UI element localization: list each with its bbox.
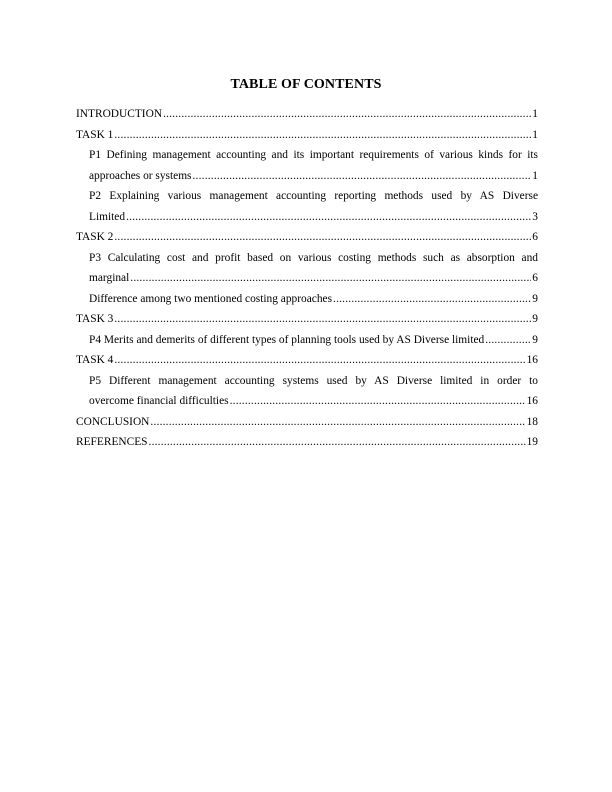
toc-entry-task-1[interactable] [76,125,538,146]
toc-entry-introduction[interactable] [76,104,538,125]
toc-entry-references[interactable] [76,432,538,453]
toc-leader-dots [126,207,531,228]
toc-entry-label-line2: marginal [89,272,130,284]
toc-entry-task-4[interactable] [76,350,538,371]
toc-entry-label-line1: P3 Calculating cost and profit based on various costing methods such as absorption and [89,251,538,264]
toc-entry-label: TASK 3 [76,313,114,325]
toc-entry-label-line1: P5 Different management accounting systems used by AS Diverse limited in order to [89,374,538,387]
toc-entry-task-2[interactable] [76,227,538,248]
toc-entry-label-line2: approaches or systems [89,169,192,182]
toc-entry-p5[interactable] [89,371,538,412]
table-of-contents [76,104,538,453]
toc-leader-dots [114,125,531,146]
toc-page-number: 1 [532,169,538,182]
toc-entry-label: TASK 2 [76,231,114,243]
toc-page-number: 19 [526,436,538,448]
toc-entry-task-3[interactable] [76,309,538,330]
toc-page-number: 1 [532,128,538,141]
toc-page-number: 16 [526,395,538,407]
toc-title: TABLE OF CONTENTS [230,77,382,92]
toc-entry-label: INTRODUCTION [76,108,163,120]
toc-leader-dots [485,330,531,351]
toc-leader-dots [230,391,526,412]
toc-entry-p3[interactable] [89,248,538,289]
toc-entry-label-line2: overcome financial difficulties [89,395,229,407]
toc-entry-conclusion[interactable] [76,412,538,433]
toc-entry-label: Difference among two mentioned costing approaches [89,292,333,305]
toc-entry-label: TASK 1 [76,128,114,141]
toc-page-number: 6 [532,231,538,243]
toc-leader-dots [333,289,531,310]
toc-leader-dots [150,412,525,433]
toc-page-number: 9 [532,313,538,325]
toc-page-number: 9 [532,333,538,346]
toc-page-number: 9 [532,292,538,305]
toc-entry-p1[interactable] [89,145,538,186]
toc-leader-dots [193,166,532,187]
toc-page-number: 18 [526,415,538,428]
toc-leader-dots [114,350,525,371]
toc-page-number: 16 [526,354,538,366]
toc-leader-dots [130,268,531,289]
toc-entry-label: CONCLUSION [76,415,150,428]
toc-page-number: 3 [532,210,538,223]
toc-leader-dots [149,432,526,453]
toc-entry-label: TASK 4 [76,354,114,366]
toc-entry-label-line1: P2 Explaining various management accounting reporting methods used by AS Diverse [89,190,538,202]
toc-page-number: 1 [532,108,538,120]
toc-leader-dots [114,309,531,330]
toc-entry-label: P4 Merits and demerits of different types of planning tools used by AS Diverse limited [89,333,485,346]
toc-leader-dots [114,227,531,248]
toc-entry-p2[interactable] [89,186,538,227]
toc-entry-label-line2: Limited [89,210,126,223]
toc-entry-label: REFERENCES [76,436,148,448]
toc-entry-p4[interactable] [89,330,538,351]
toc-entry-label-line1: P1 Defining management accounting and its important requirements of various kinds for its [89,149,538,161]
toc-leader-dots [163,104,531,125]
toc-entry-costing-difference[interactable] [89,289,538,310]
toc-page-number: 6 [532,272,538,284]
